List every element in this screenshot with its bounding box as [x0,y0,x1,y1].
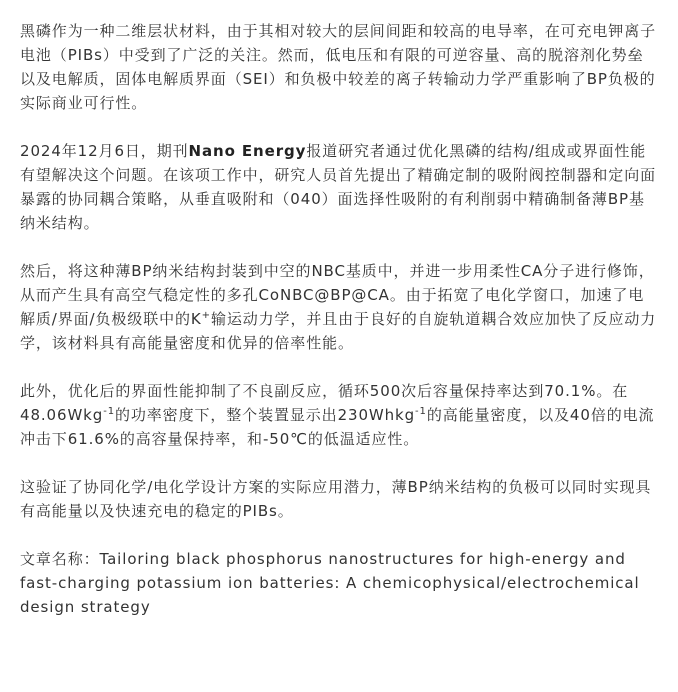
paragraph-method [20,259,658,355]
paragraph-intro [20,19,658,115]
article-title-text: Tailoring black phosphorus nanostructures for high-energy and fast-charging potassium ion batteries: A chemicophysical/electrochemical design strategy [20,550,640,616]
paragraph-conclusion-text: 这验证了协同化学/电化学设计方案的实际应用潜力，薄BP纳米结构的负极可以同时实现具有高能量以及快速充电的稳定的PIBs。 [20,478,652,520]
paragraph-conclusion [20,475,658,523]
paragraph-journal [20,139,658,235]
paragraph-journal-after: 报道研究者通过优化黑磷的结构/组成或界面性能有望解决这个问题。在该项工作中，研究人员首先提出了精确定制的吸附阀控制器和定向面暴露的协同耦合策略，从垂直吸附和（040）面选择性吸附的有利削弱中精确制备薄BP基纳米结构。 [20,142,657,232]
energy-unit-superscript: -1 [415,406,427,417]
performance-part-3: 的高能量密度，以及40倍的电流冲击下61.6%的高容量保持率，和-50℃的低温适应性。 [20,406,655,448]
article-title-line [20,547,658,619]
journal-name: Nano Energy [188,142,307,160]
power-unit-superscript: -1 [103,406,115,417]
performance-part-2: 的功率密度下，整个装置显示出230Whkg [114,406,416,424]
paragraph-performance [20,379,658,451]
paragraph-method-after: 输运动力学，并且由于良好的自旋轨道耦合效应加快了反应动力学，该材料具有高能量密度和优异的倍率性能。 [20,310,657,352]
performance-part-1: 此外，优化后的界面性能抑制了不良副反应，循环500次后容量保持率达到70.1%。在48.06Wkg [20,382,629,424]
paragraph-intro-text: 黑磷作为一种二维层状材料，由于其相对较大的层间间距和较高的电导率，在可充电钾离子电池（PIBs）中受到了广泛的关注。然而，低电压和有限的可逆容量、高的脱溶剂化势垒以及电解质，固体电解质界面（SEI）和负极中较差的离子转输动力学严重影响了BP负极的实际商业可行性。 [20,22,657,112]
paragraph-journal-before: 2024年12月6日，期刊 [20,142,189,160]
article-title-label: 文章名称： [20,550,100,568]
potassium-ion-superscript: + [201,310,211,321]
paragraph-method-before: 然后，将这种薄BP纳米结构封装到中空的NBC基质中，并进一步用柔性CA分子进行修饰，从而产生具有高空气稳定性的多孔CoNBC@BP@CA。由于拓宽了电化学窗口，加速了电解质/界面/负极级联中的K [20,262,655,328]
